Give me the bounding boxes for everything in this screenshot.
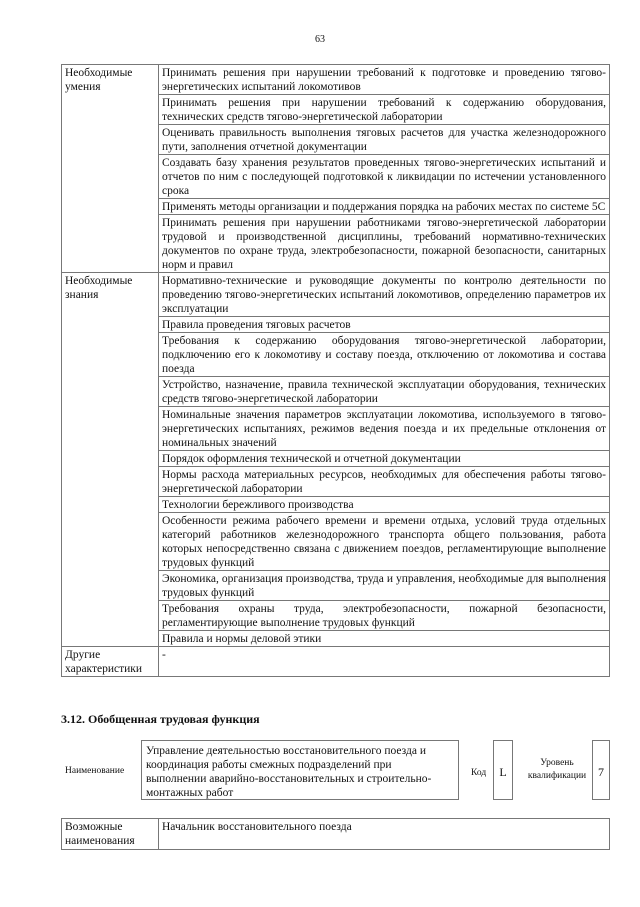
knowledge-label: Необходимые знания [62, 273, 159, 647]
generalized-function-row [61, 738, 610, 804]
knowledge-item: Номинальные значения параметров эксплуатации локомотива, используемого в тягово-энергетических испытаниях, режимов ведения поезда и их предельные отклонения от номинальных значений [159, 407, 610, 451]
other-characteristics-label: Другие характеристики [62, 647, 159, 677]
skill-item: Принимать решения при нарушении требований к подготовке и проведению тягово-энергетических испытаний локомотивов [159, 65, 610, 95]
qualification-level-value: 7 [592, 740, 610, 800]
possible-names-table [61, 818, 610, 850]
knowledge-item: Требования охраны труда, электробезопасности, пожарной безопасности, регламентирующие выполнение трудовых функций [159, 601, 610, 631]
other-characteristics-value: - [159, 647, 610, 677]
qualification-level-label: Уровень квалификации [527, 758, 587, 781]
skill-item: Принимать решения при нарушении требований к содержанию оборудования, технических средств тягово-энергетической лаборатории [159, 95, 610, 125]
knowledge-item: Порядок оформления технической и отчетной документации [159, 451, 610, 467]
knowledge-item: Технологии бережливого производства [159, 497, 610, 513]
code-label: Код [471, 768, 487, 778]
skill-item: Создавать базу хранения результатов проведенных тягово-энергетических испытаний и отчетов по ним с последующей подготовкой к ликвидации по истечении установленного срока [159, 155, 610, 199]
page-number: 63 [315, 34, 325, 45]
knowledge-item: Правила проведения тяговых расчетов [159, 317, 610, 333]
requirements-table [61, 64, 610, 677]
code-value: L [493, 740, 513, 800]
knowledge-item: Особенности режима рабочего времени и времени отдыха, условий труда отдельных категорий работников железнодорожного транспорта общего пользования, работа которых непосредственно связана с движением поездов, регламентирующие выполнение трудовых функций [159, 513, 610, 571]
skill-item: Принимать решения при нарушении работниками тягово-энергетической лаборатории трудовой и производственной дисциплины, требований нормативно-технических документов по охране труда, электробезопасности, пожарной безопасности, санитарных норм и правил [159, 215, 610, 273]
knowledge-item: Устройство, назначение, правила технической эксплуатации оборудования, технических средств тягово-энергетической лаборатории [159, 377, 610, 407]
knowledge-item: Нормы расхода материальных ресурсов, необходимых для обеспечения работы тягово-энергетической лаборатории [159, 467, 610, 497]
knowledge-item: Правила и нормы деловой этики [159, 631, 610, 647]
knowledge-item: Нормативно-технические и руководящие документы по контролю деятельности по проведению тягово-энергетических испытаний локомотивов, определению параметров их эксплуатации [159, 273, 610, 317]
skills-label: Необходимые умения [62, 65, 159, 273]
skill-item: Применять методы организации и поддержания порядка на рабочих местах по системе 5С [159, 199, 610, 215]
knowledge-item: Экономика, организация производства, труда и управления, необходимые для выполнения трудовых функций [159, 571, 610, 601]
section-title: 3.12. Обобщенная трудовая функция [61, 712, 260, 726]
possible-names-value: Начальник восстановительного поезда [159, 819, 610, 850]
skill-item: Оценивать правильность выполнения тяговых расчетов для участка железнодорожного пути, заполнения отчетной документации [159, 125, 610, 155]
knowledge-item: Требования к содержанию оборудования тягово-энергетической лаборатории, подключению его к локомотиву и составу поезда, отключению от локомотива и состава поезда [159, 333, 610, 377]
function-name-value: Управление деятельностью восстановительного поезда и координация работы смежных подразделений при выполнении аварийно-восстановительных и строительно-монтажных работ [141, 740, 459, 800]
function-name-label: Наименование [65, 766, 125, 776]
possible-names-label: Возможные наименования [62, 819, 159, 850]
